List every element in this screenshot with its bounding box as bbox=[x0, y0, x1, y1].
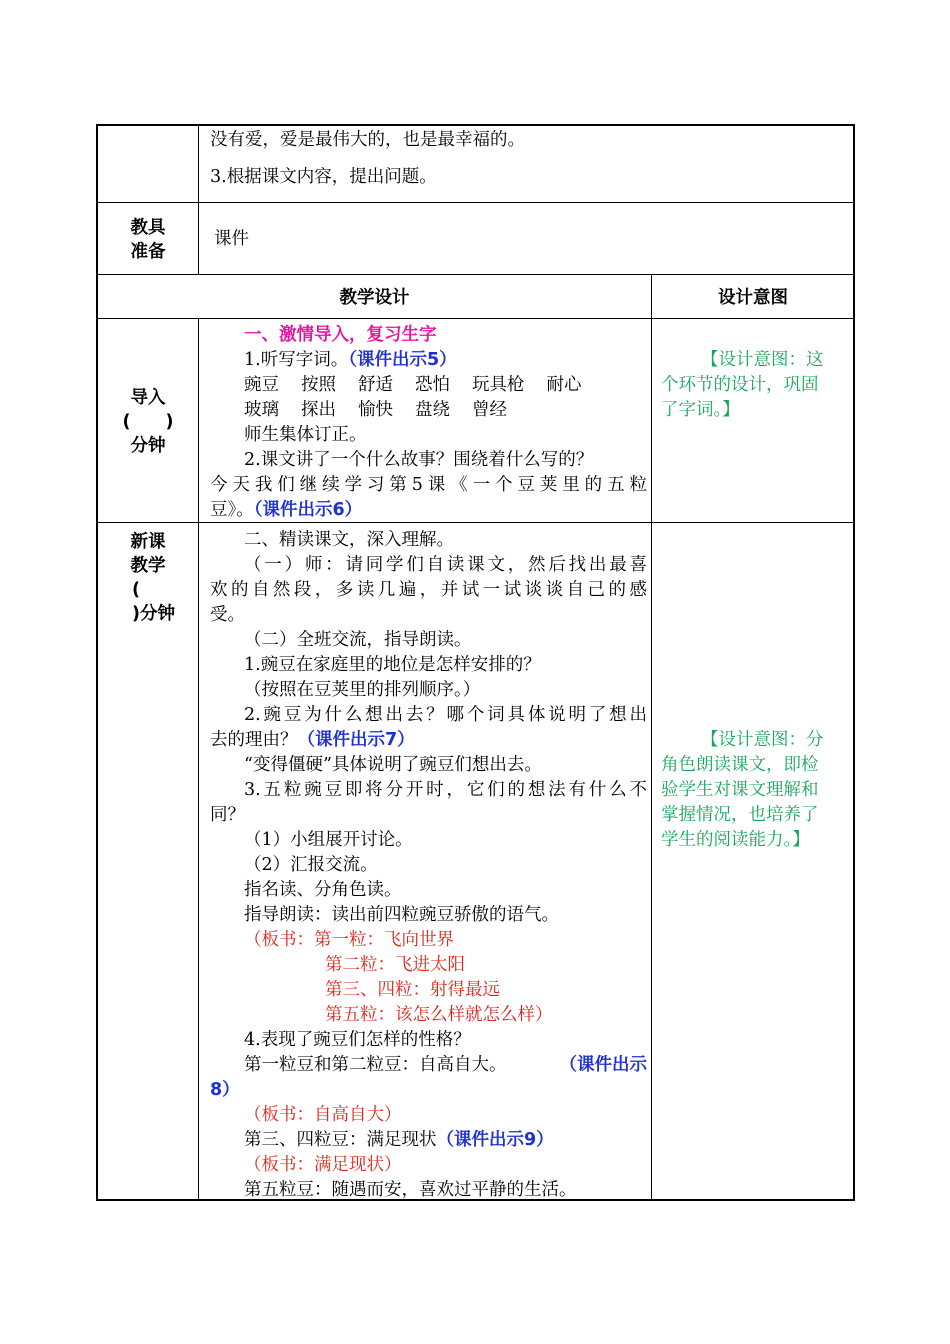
word: 玩具枪 bbox=[472, 375, 525, 395]
courseware-tag: 8） bbox=[210, 1080, 240, 1100]
word-list bbox=[210, 373, 647, 398]
label-line: 教具 bbox=[130, 218, 166, 238]
text-line: 3.根据课文内容，提出问题。 bbox=[210, 167, 437, 187]
word: 曾经 bbox=[472, 400, 507, 420]
item-text: 第一粒豆和第二粒豆：自高自大。 bbox=[244, 1055, 507, 1075]
word: 愉快 bbox=[358, 400, 393, 420]
text-line: 指名读、分角色读。 bbox=[244, 880, 402, 900]
intent-line: 验学生对课文理解和 bbox=[661, 780, 819, 800]
top-row-content bbox=[210, 128, 650, 190]
board-note: 第三、四粒：射得最远 bbox=[325, 980, 500, 1000]
word: 探出 bbox=[301, 400, 336, 420]
label-line: ( bbox=[132, 580, 140, 600]
intent-line: 了字词。】 bbox=[661, 400, 740, 420]
word: 恐怕 bbox=[415, 375, 450, 395]
text-line: 二、精读课文，深入理解。 bbox=[244, 530, 454, 550]
courseware-tag: （课件出示9） bbox=[436, 1130, 554, 1150]
lesson-plan-table bbox=[96, 124, 855, 1201]
column-divider bbox=[651, 274, 652, 1201]
text-line: 第五粒豆：随遇而安，喜欢过平静的生活。 bbox=[244, 1180, 577, 1200]
column-divider bbox=[198, 318, 199, 1201]
word: 豌豆 bbox=[244, 375, 279, 395]
text-line: “变得僵硬”具体说明了豌豆们想出去。 bbox=[244, 755, 542, 775]
new-lesson-content bbox=[210, 528, 647, 1203]
intro-intent bbox=[661, 348, 846, 423]
intent-line: 学生的阅读能力。】 bbox=[661, 830, 810, 850]
text-line: （按照在豆荚里的排列顺序。） bbox=[244, 680, 481, 700]
row-divider bbox=[98, 318, 853, 319]
board-note: 第五粒：该怎么样就怎么样） bbox=[325, 1005, 553, 1025]
word: 玻璃 bbox=[244, 400, 279, 420]
text-line: 没有爱，爱是最伟大的，也是最幸福的。 bbox=[210, 130, 525, 150]
item-text: 去的理由？ bbox=[210, 730, 298, 750]
intent-line: 【设计意图：这 bbox=[701, 350, 824, 370]
text-line: 今天我们继续学习第5课《一个豆荚里的五粒 bbox=[210, 475, 647, 495]
header-design-intent: 设计意图 bbox=[718, 288, 788, 308]
text-line bbox=[210, 498, 647, 523]
courseware-tag: （课件出示5） bbox=[348, 350, 457, 370]
word: 舒适 bbox=[358, 375, 393, 395]
label-line: 准备 bbox=[130, 242, 166, 262]
text-line: 2.豌豆为什么想出去？哪个词具体说明了想出 bbox=[244, 705, 647, 725]
text-line bbox=[210, 348, 647, 373]
intent-line: 【设计意图：分 bbox=[701, 730, 824, 750]
header-teaching-design: 教学设计 bbox=[339, 288, 410, 308]
courseware-tag: （课件出示7） bbox=[297, 730, 415, 750]
text-line: 欢的自然段，多读几遍，并试一试谈谈自己的感 bbox=[210, 580, 647, 600]
courseware-tag: （课件出示 bbox=[559, 1055, 647, 1075]
text-line: 同？ bbox=[210, 805, 245, 825]
text-line: （2）汇报交流。 bbox=[244, 855, 378, 875]
new-lesson-label bbox=[98, 530, 198, 626]
text-line: 2.课文讲了一个什么故事？围绕着什么写的？ bbox=[244, 450, 594, 470]
text-line bbox=[210, 728, 647, 753]
intent-line: 个环节的设计，巩固 bbox=[661, 375, 819, 395]
intent-line: 角色朗读课文，即检 bbox=[661, 755, 819, 775]
text-line: 4.表现了豌豆们怎样的性格？ bbox=[244, 1030, 471, 1050]
text-line: 受。 bbox=[210, 605, 245, 625]
label-line: 新课 bbox=[130, 532, 166, 552]
new-lesson-intent bbox=[661, 728, 846, 853]
intro-label bbox=[98, 386, 198, 458]
prep-content: 课件 bbox=[214, 229, 249, 249]
intent-line: 掌握情况，也培养了 bbox=[661, 805, 819, 825]
word: 盘绕 bbox=[415, 400, 450, 420]
text-line: （一）师：请同学们自读课文，然后找出最喜 bbox=[244, 555, 647, 575]
text-line: 师生集体订正。 bbox=[244, 425, 367, 445]
column-divider bbox=[198, 126, 199, 274]
board-note: （板书：第一粒：飞向世界 bbox=[244, 930, 454, 950]
word: 耐心 bbox=[546, 375, 582, 395]
text-line: 3.五粒豌豆即将分开时，它们的想法有什么不 bbox=[244, 780, 647, 800]
text-line: （1）小组展开讨论。 bbox=[244, 830, 413, 850]
text-line: 指导朗读：读出前四粒豌豆骄傲的语气。 bbox=[244, 905, 559, 925]
label-line: 教学 bbox=[130, 556, 166, 576]
courseware-tag: （课件出示6） bbox=[253, 500, 363, 520]
label-line: ( ) bbox=[122, 412, 174, 432]
text-line bbox=[210, 1128, 647, 1153]
section-title: 一、激情导入，复习生字 bbox=[244, 325, 437, 345]
board-note: （板书：自高自大） bbox=[244, 1105, 402, 1125]
text-line bbox=[210, 1053, 647, 1078]
item-text: 第三、四粒豆：满足现状 bbox=[244, 1130, 437, 1150]
board-note: （板书：满足现状） bbox=[244, 1155, 402, 1175]
text-line: 1.豌豆在家庭里的地位是怎样安排的？ bbox=[244, 655, 541, 675]
prep-label bbox=[98, 216, 198, 264]
word-list bbox=[210, 398, 647, 423]
row-divider bbox=[98, 274, 853, 275]
word: 按照 bbox=[301, 375, 336, 395]
label-line: )分钟 bbox=[132, 604, 175, 624]
label-line: 导入 bbox=[130, 388, 166, 408]
row-divider bbox=[98, 202, 853, 203]
board-note: 第二粒：飞进太阳 bbox=[325, 955, 465, 975]
item-text: 1.听写字词。 bbox=[244, 350, 349, 370]
item-text: 豆》。 bbox=[210, 500, 254, 520]
text-line: （二）全班交流，指导朗读。 bbox=[244, 630, 472, 650]
intro-content bbox=[210, 323, 647, 523]
label-line: 分钟 bbox=[130, 436, 166, 456]
